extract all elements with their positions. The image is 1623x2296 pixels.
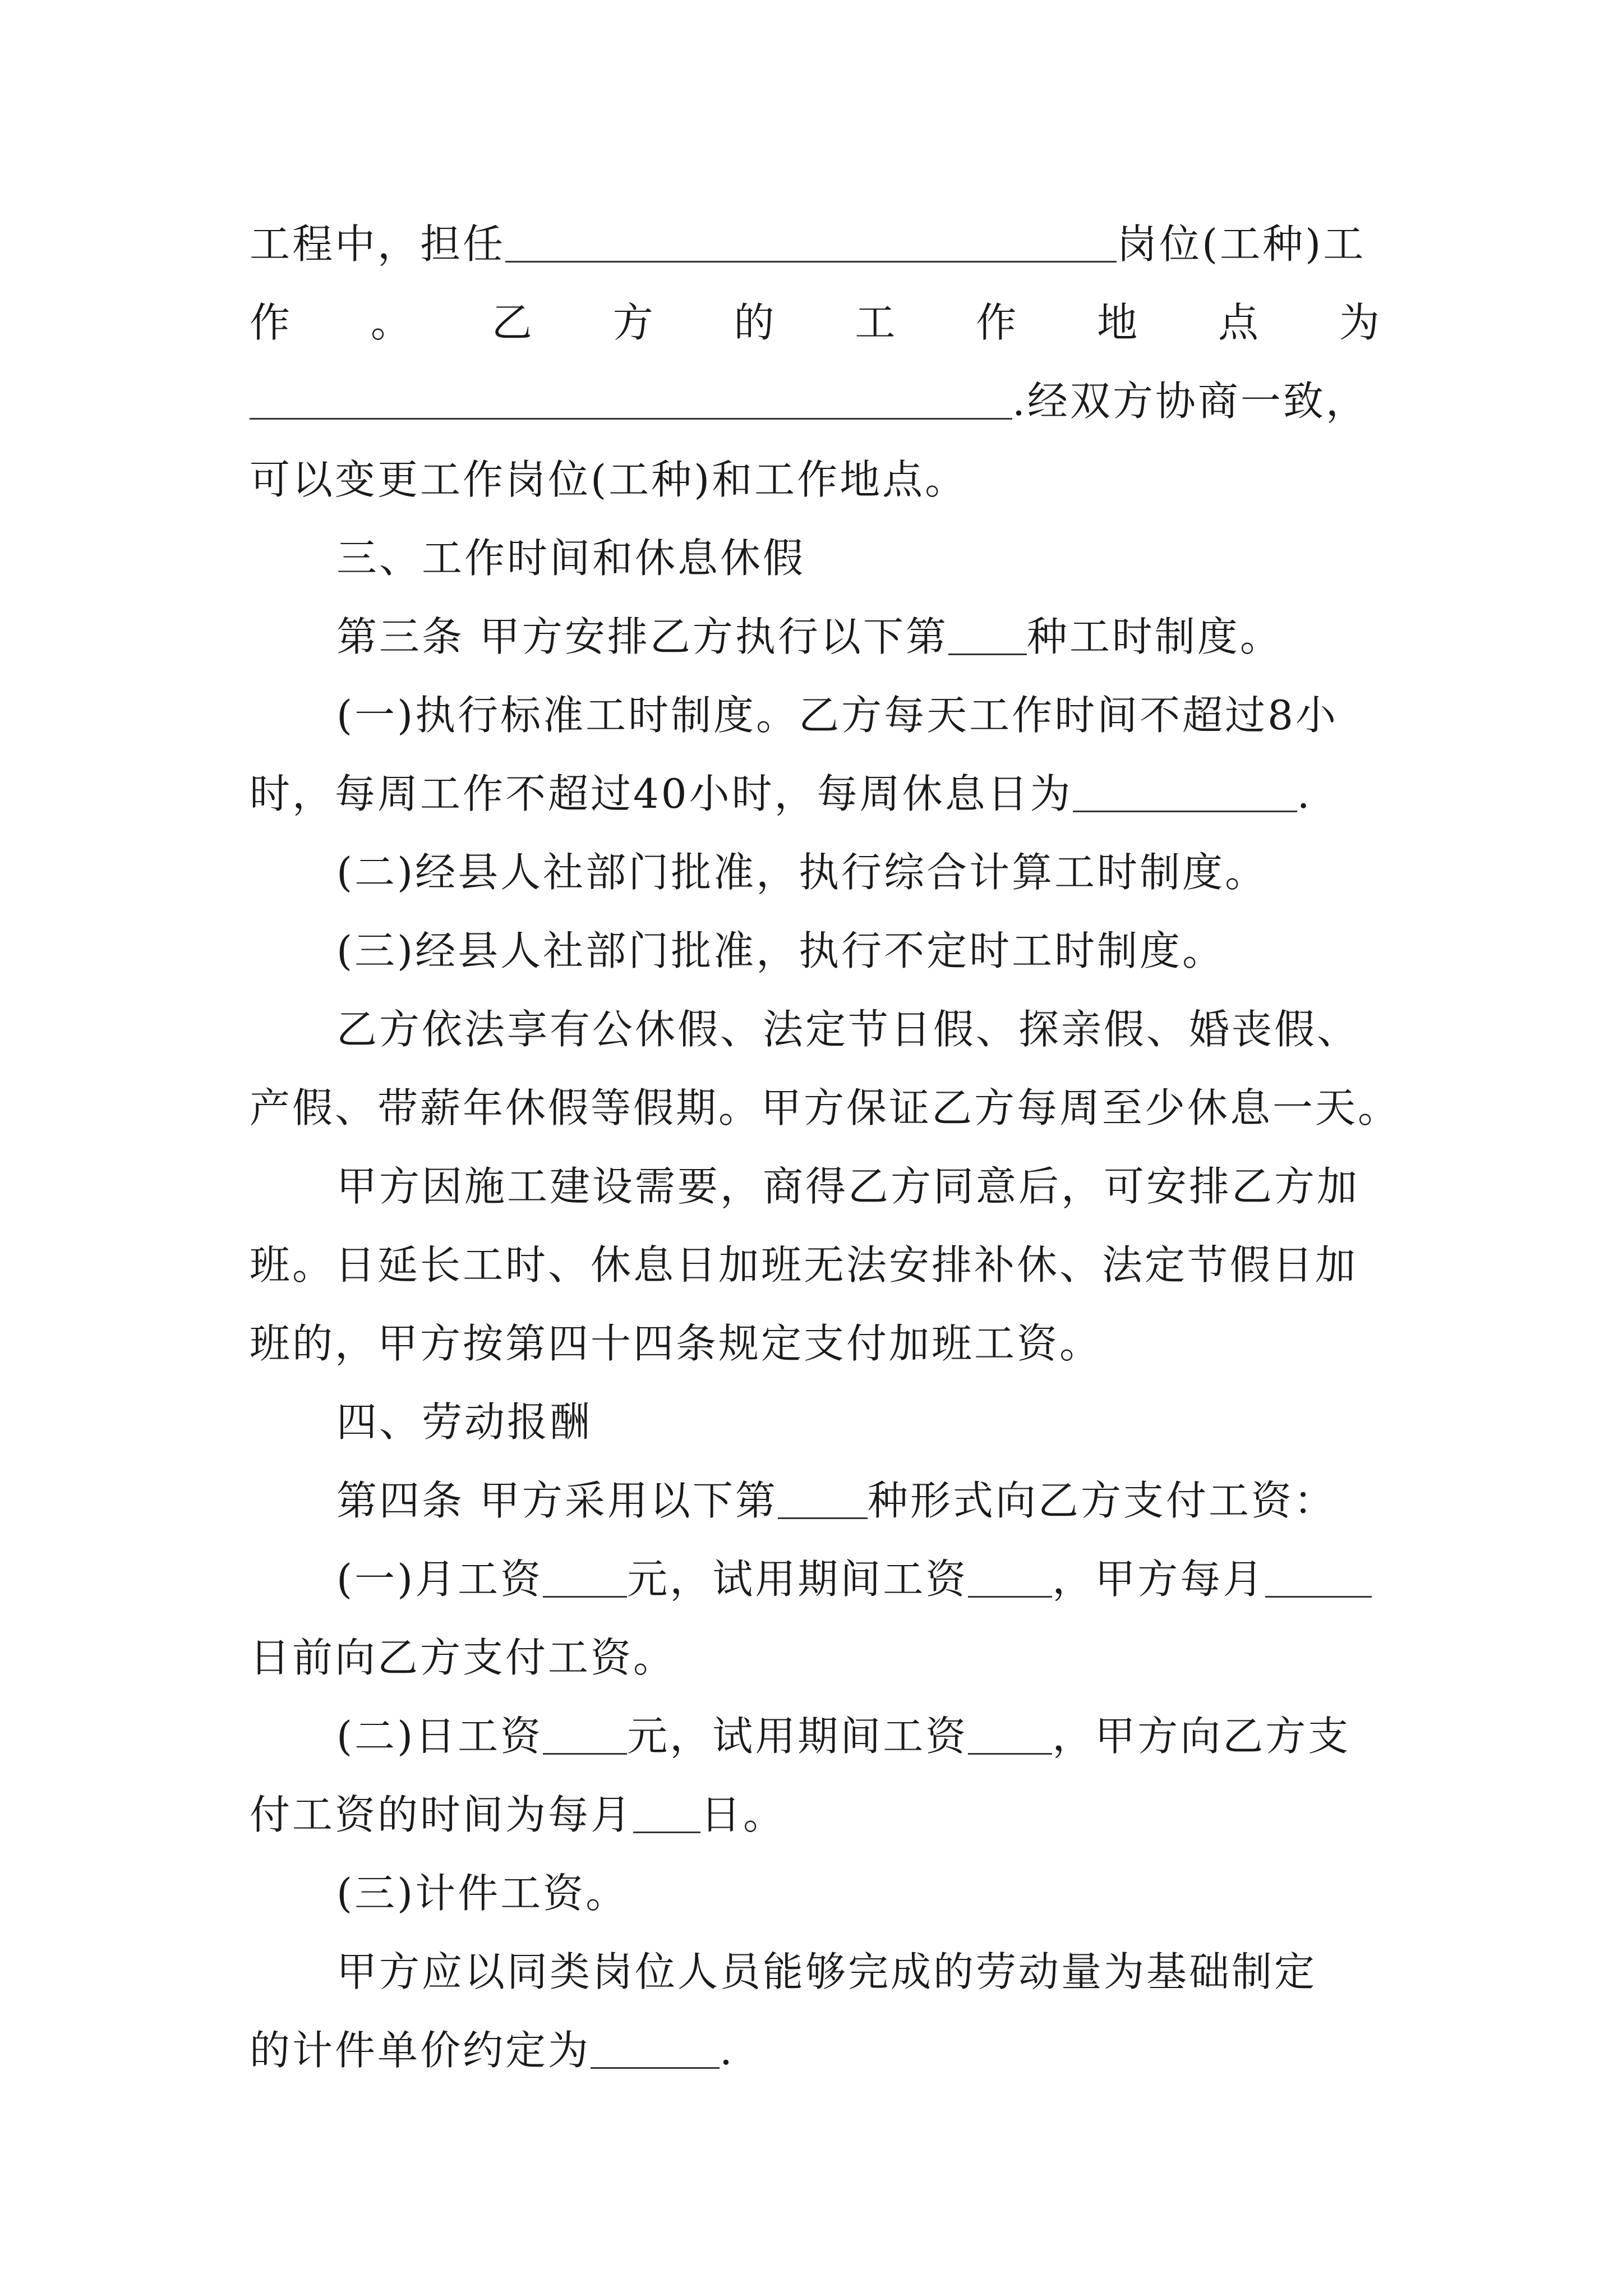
text-line bbox=[250, 2011, 1380, 2090]
text-char: 为 bbox=[1339, 299, 1380, 346]
text-segment: 甲方应以同类岗位人员能够完成的劳动量为基础制定 bbox=[336, 1948, 1317, 1995]
text-segment: 种形式向乙方支付工资： bbox=[867, 1477, 1336, 1524]
blank-field-daily-pay-date[interactable] bbox=[633, 1788, 700, 1833]
text-segment: 产假、带薪年休假等假期。甲方保证乙方每周至少休息一天。 bbox=[250, 1084, 1401, 1131]
text-char: 方 bbox=[612, 299, 653, 346]
text-char: 作 bbox=[250, 299, 291, 346]
text-line bbox=[336, 990, 1380, 1069]
blank-field-monthly-wage[interactable] bbox=[543, 1552, 627, 1598]
text-segment: (三)计件工资。 bbox=[336, 1870, 629, 1917]
text-line bbox=[250, 1775, 1380, 1854]
text-line bbox=[250, 362, 1380, 440]
text-line bbox=[250, 1618, 1380, 1697]
text-segment: 第四条 甲方采用以下第 bbox=[336, 1477, 778, 1524]
text-char: 的 bbox=[734, 299, 774, 346]
section-heading bbox=[336, 519, 1380, 597]
text-segment: 付工资的时间为每月 bbox=[250, 1791, 634, 1838]
text-segment: (一)执行标准工时制度。乙方每天工作时间不超过8小 bbox=[336, 692, 1338, 739]
text-segment: ，甲方每月 bbox=[1052, 1556, 1266, 1603]
text-line bbox=[250, 754, 1380, 833]
text-segment: 日。 bbox=[700, 1791, 786, 1838]
text-segment: .经双方协商一致， bbox=[1012, 378, 1368, 425]
text-segment: 元，试用期间工资 bbox=[627, 1556, 969, 1603]
blank-field-position[interactable] bbox=[505, 217, 1117, 263]
text-segment: (二)日工资 bbox=[336, 1713, 543, 1760]
text-line bbox=[250, 1226, 1380, 1304]
blank-field-rest-day[interactable] bbox=[1073, 767, 1297, 812]
blank-field-probation-daily-wage[interactable] bbox=[968, 1709, 1052, 1755]
section-heading bbox=[336, 1383, 1380, 1461]
text-line bbox=[336, 833, 1380, 912]
blank-field-location[interactable] bbox=[250, 374, 1012, 420]
text-line bbox=[336, 1147, 1380, 1226]
blank-field-probation-wage[interactable] bbox=[968, 1552, 1052, 1598]
text-line bbox=[336, 1932, 1380, 2011]
text-segment: 元，试用期间工资 bbox=[627, 1713, 969, 1760]
text-line bbox=[250, 440, 1380, 519]
text-line bbox=[336, 597, 1380, 676]
text-line bbox=[250, 1304, 1380, 1383]
text-char: 作 bbox=[976, 299, 1017, 346]
text-segment: . bbox=[720, 2027, 735, 2074]
blank-field-pay-form[interactable] bbox=[778, 1474, 868, 1519]
text-segment: 工程中，担任 bbox=[250, 220, 506, 268]
text-segment: 的计件单价约定为 bbox=[250, 2027, 591, 2074]
text-line bbox=[250, 1069, 1401, 1147]
text-line bbox=[336, 1461, 1380, 1540]
text-char: 点 bbox=[1218, 299, 1259, 346]
text-segment: 甲方因施工建设需要，商得乙方同意后，可安排乙方加 bbox=[336, 1163, 1360, 1210]
text-line-spread bbox=[250, 283, 1380, 362]
text-segment: 三、工作时间和休息休假 bbox=[336, 535, 806, 582]
blank-field-hour-system[interactable] bbox=[948, 610, 1027, 655]
text-segment: 乙方依法享有公休假、法定节日假、探亲假、婚丧假、 bbox=[336, 1006, 1360, 1053]
text-segment: 第三条 甲方安排乙方执行以下第 bbox=[336, 613, 948, 660]
blank-field-daily-wage[interactable] bbox=[543, 1709, 627, 1755]
text-segment: (一)月工资 bbox=[336, 1556, 543, 1603]
text-segment: 班的，甲方按第四十四条规定支付加班工资。 bbox=[250, 1320, 1103, 1367]
text-char: 。 bbox=[370, 299, 411, 346]
text-line bbox=[336, 1697, 1380, 1775]
blank-field-pay-day[interactable] bbox=[1265, 1552, 1372, 1598]
text-line bbox=[250, 205, 1380, 283]
text-segment: (三)经县人社部门批准，执行不定时工时制度。 bbox=[336, 927, 1225, 974]
text-line bbox=[336, 1854, 1380, 1932]
text-segment: 四、劳动报酬 bbox=[336, 1398, 593, 1446]
text-line bbox=[336, 676, 1380, 754]
text-segment: 岗位(工种)工 bbox=[1117, 220, 1366, 268]
blank-field-piece-rate[interactable] bbox=[591, 2023, 720, 2069]
text-char: 乙 bbox=[491, 299, 532, 346]
text-segment: 日前向乙方支付工资。 bbox=[250, 1634, 676, 1681]
text-segment: 可以变更工作岗位(工种)和工作地点。 bbox=[250, 456, 968, 503]
text-segment: ，甲方向乙方支 bbox=[1052, 1713, 1351, 1760]
text-segment: 种工时制度。 bbox=[1026, 613, 1283, 660]
text-segment: 时，每周工作不超过40小时，每周休息日为 bbox=[250, 770, 1073, 817]
text-segment: 班。日延长工时、休息日加班无法安排补休、法定节假日加 bbox=[250, 1241, 1358, 1289]
text-segment: (二)经县人社部门批准，执行综合计算工时制度。 bbox=[336, 849, 1268, 896]
text-line bbox=[336, 1540, 1380, 1618]
text-char: 工 bbox=[855, 299, 896, 346]
text-segment: . bbox=[1297, 770, 1312, 817]
text-char: 地 bbox=[1097, 299, 1138, 346]
text-line bbox=[336, 912, 1380, 990]
